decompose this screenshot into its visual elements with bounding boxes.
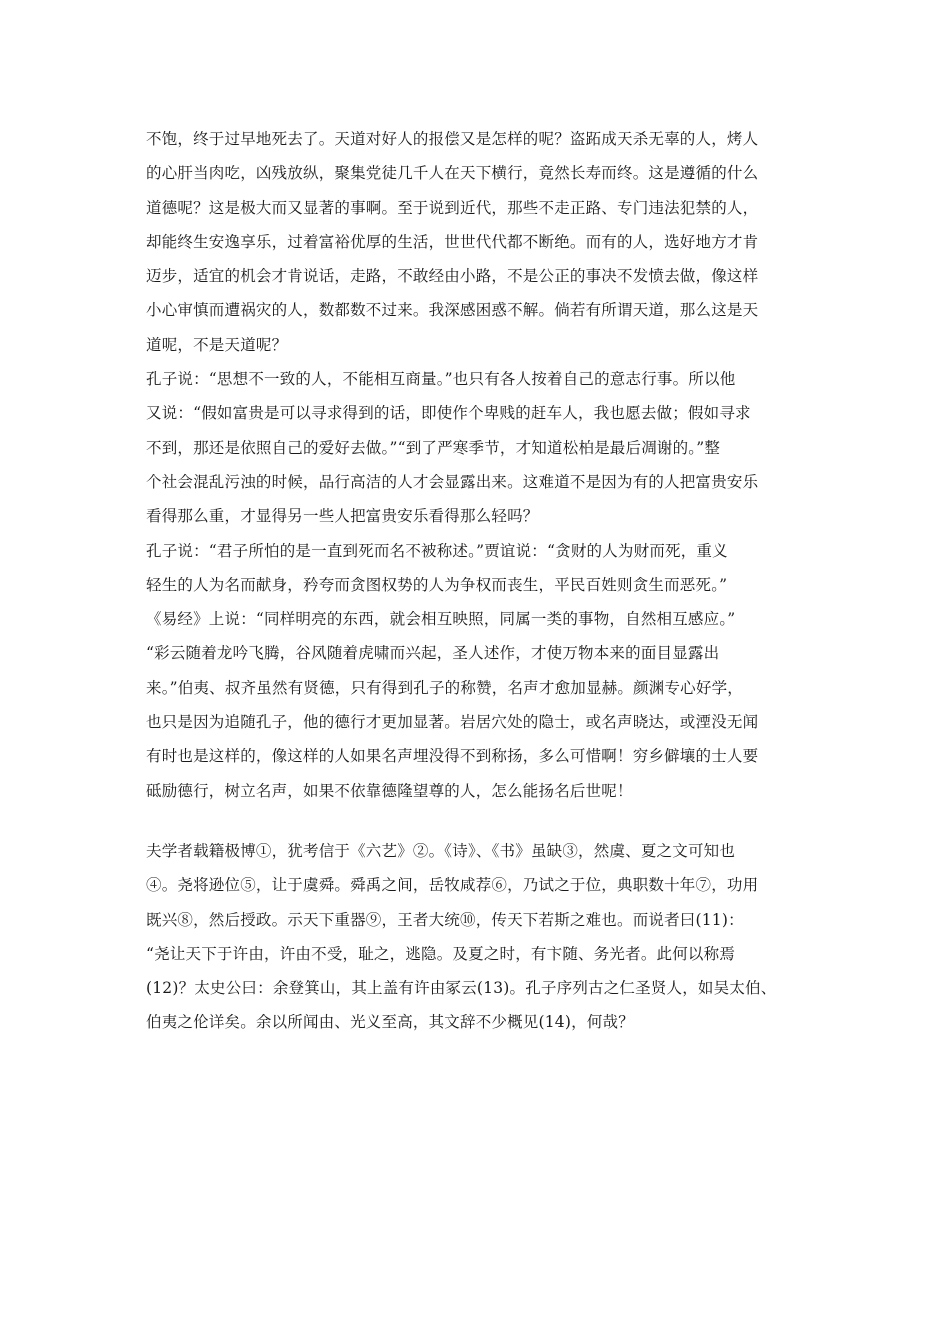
text-line: 夫学者载籍极博①，犹考信于《六艺》②。《诗》、《书》虽缺③，然虞、夏之文可知也 bbox=[146, 841, 736, 860]
text-line: 孔子说：“思想不一致的人，不能相互商量。”也只有各人按着自己的意志行事。所以他 bbox=[146, 370, 736, 389]
paragraph-classical-text bbox=[146, 834, 810, 1040]
text-line: 砥励德行，树立名声，如果不依靠德隆望尊的人，怎么能扬名后世呢！ bbox=[146, 781, 633, 800]
paragraph-heaven-justice bbox=[146, 122, 810, 362]
text-line: 《易经》上说：“同样明亮的东西，就会相互映照，同属一类的事物，自然相互感应。” bbox=[146, 610, 736, 629]
text-line: 不到，那还是依照自己的爱好去做。”“到了严寒季节，才知道松柏是最后凋谢的。”整 bbox=[146, 438, 721, 457]
text-line: 道呢，不是天道呢？ bbox=[146, 335, 288, 354]
text-line: “尧让天下于许由，许由不受，耻之，逃隐。及夏之时，有卞随、务光者。此何以称焉 bbox=[146, 944, 736, 963]
text-line: 小心审慎而遭祸灾的人，数都数不过来。我深感困惑不解。倘若有所谓天道，那么这是天 bbox=[146, 301, 759, 320]
text-line: 个社会混乱污浊的时候，品行高洁的人才会显露出来。这难道不是因为有的人把富贵安乐 bbox=[146, 472, 759, 491]
text-line: ④。尧将逊位⑤，让于虞舜。舜禹之间，岳牧咸荐⑥，乃试之于位，典职数十年⑦，功用 bbox=[146, 876, 759, 895]
text-line: 也只是因为追随孔子，他的德行才更加显著。岩居穴处的隐士，或名声晓达，或湮没无闻 bbox=[146, 713, 759, 732]
text-line: 来。”伯夷、叔齐虽然有贤德，只有得到孔子的称赞，名声才愈加显赫。颜渊专心好学， bbox=[146, 678, 743, 697]
text-line: 道德呢？这是极大而又显著的事啊。至于说到近代，那些不走正路、专门违法犯禁的人， bbox=[146, 198, 759, 217]
text-line: “彩云随着龙吟飞腾，谷风随着虎啸而兴起，圣人述作，才使万物本来的面目显露出 bbox=[146, 644, 720, 663]
text-line: (12)？太史公曰：余登箕山，其上盖有许由冢云(13)。孔子序列古之仁圣贤人，如吴太伯、 bbox=[146, 979, 777, 998]
text-line: 既兴⑧，然后授政。示天下重器⑨，王者大统⑩，传天下若斯之难也。而说者曰(11)： bbox=[146, 910, 744, 929]
text-line: 不饱，终于过早地死去了。天道对好人的报偿又是怎样的呢？盗跖成天杀无辜的人，烤人 bbox=[146, 130, 759, 148]
text-line: 的心肝当肉吃，凶残放纵，聚集党徒几千人在天下横行，竟然长寿而终。这是遵循的什么 bbox=[146, 164, 759, 183]
text-line: 却能终生安逸享乐，过着富裕优厚的生活，世世代代都不断绝。而有的人，选好地方才肯 bbox=[146, 232, 759, 251]
document-page bbox=[146, 122, 810, 1040]
paragraph-spacer bbox=[146, 808, 810, 834]
text-line: 伯夷之伦详矣。余以所闻由、光义至高，其文辞不少概见(14)，何哉？ bbox=[146, 1013, 634, 1032]
text-line: 有时也是这样的，像这样的人如果名声埋没得不到称扬，多么可惜啊！穷乡僻壤的士人要 bbox=[146, 747, 759, 766]
text-line: 又说：“假如富贵是可以寻求得到的话，即使作个卑贱的赶车人，我也愿去做；假如寻求 bbox=[146, 404, 751, 423]
text-line: 迈步，适宜的机会才肯说话，走路，不敢经由小路，不是公正的事决不发愤去做，像这样 bbox=[146, 267, 759, 286]
text-line: 看得那么重，才显得另一些人把富贵安乐看得那么轻吗？ bbox=[146, 507, 539, 526]
paragraph-confucius-fame bbox=[146, 534, 810, 808]
paragraph-confucius-ambition bbox=[146, 362, 810, 533]
text-line: 孔子说：“君子所怕的是一直到死而名不被称述。”贾谊说：“贪财的人为财而死，重义 bbox=[146, 541, 728, 560]
text-line: 轻生的人为名而献身，矜夸而贪图权势的人为争权而丧生，平民百姓则贪生而恶死。” bbox=[146, 575, 728, 594]
